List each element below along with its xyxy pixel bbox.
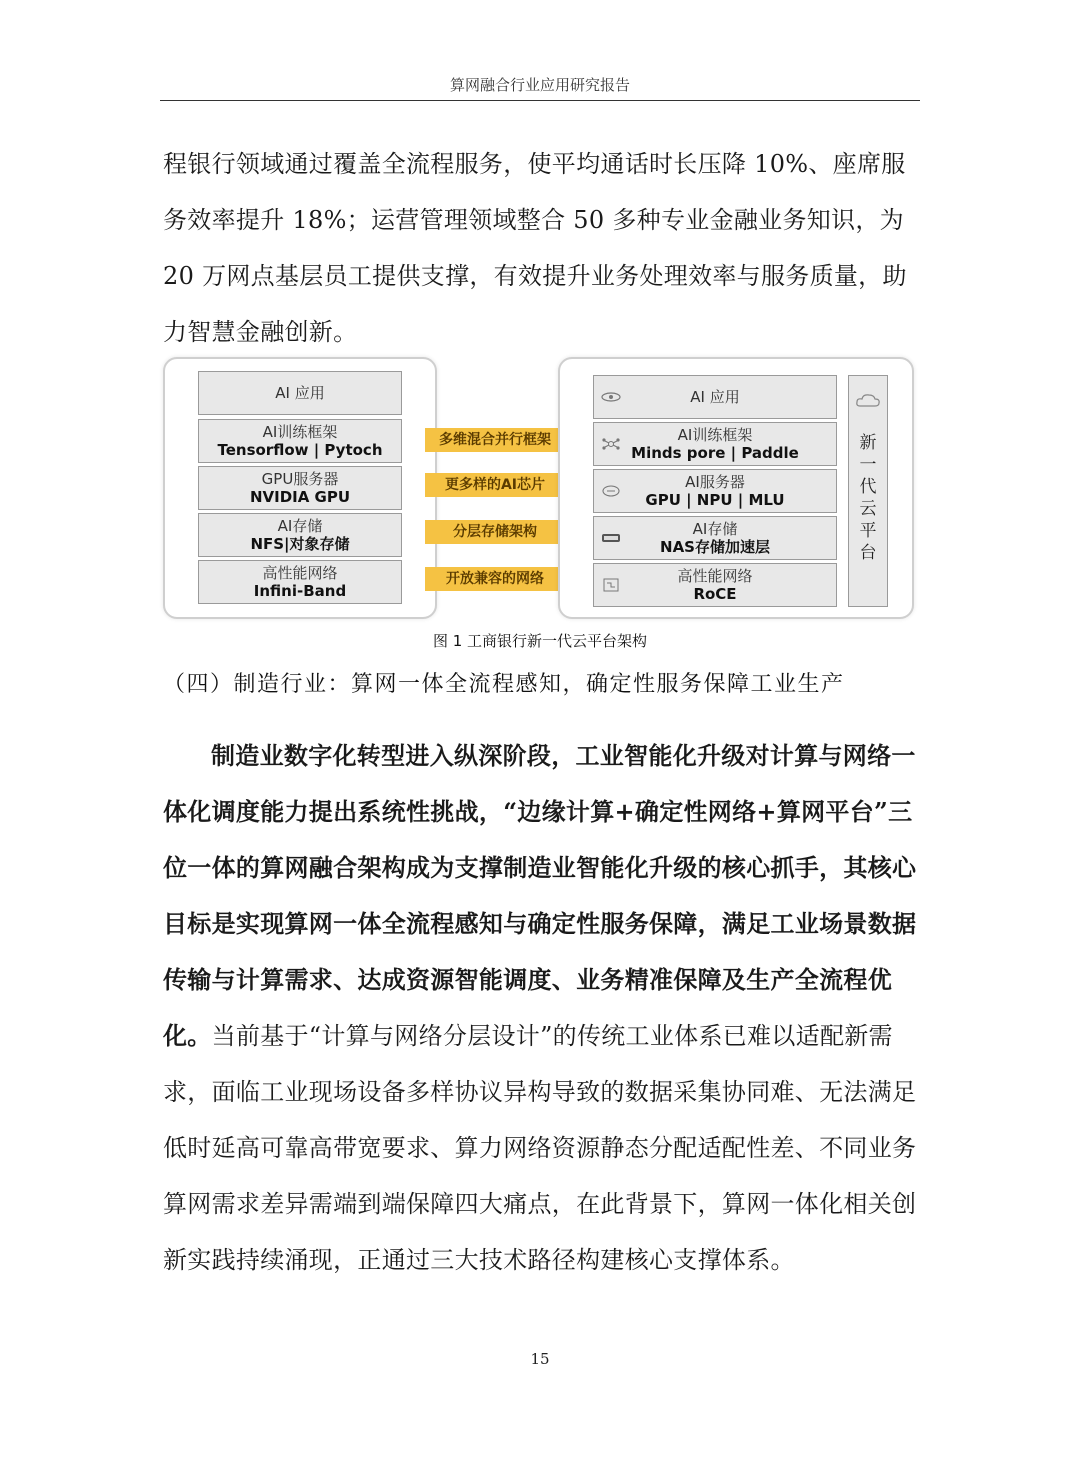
side-label-char: 平 (859, 521, 877, 541)
side-label-char: 代 (859, 477, 877, 497)
right-layer-ai-app (593, 375, 837, 419)
left-layer-ai-app (198, 371, 402, 415)
cloud-icon (854, 392, 882, 410)
switch-icon (600, 577, 622, 593)
paragraph-manufacturing (163, 728, 919, 1288)
right-layer-training-framework (593, 422, 837, 466)
layer-subtitle: Minds pore | Paddle (631, 443, 799, 462)
side-cloud-platform (848, 375, 888, 607)
layer-title: GPU服务器 (261, 469, 339, 488)
layer-title: AI存储 (277, 516, 323, 535)
chip-icon (600, 483, 622, 499)
figure-icbc-cloud-architecture (163, 357, 915, 619)
left-layer-training-framework (198, 419, 402, 463)
layer-subtitle: Infini-Band (253, 581, 347, 600)
layer-subtitle: RoCE (693, 584, 737, 603)
paragraph-banking: 程银行领域通过覆盖全流程服务，使平均通话时长压降 10%、座席服务效率提升 18%；运营管理领域整合 50 多种专业金融业务知识，为 20 万网点基层员工提供支撑，有效提升业务处理效率与服务质量，助力智慧金融创新。 (163, 150, 907, 346)
left-layer-gpu-server (198, 466, 402, 510)
layer-subtitle: NAS存储加速层 (660, 537, 770, 556)
storage-icon (600, 530, 622, 546)
running-header: 算网融合行业应用研究报告 (160, 74, 920, 101)
layer-title: AI服务器 (685, 472, 745, 491)
layer-title: AI训练框架 (262, 422, 338, 441)
side-label-char: 一 (859, 455, 877, 475)
section-heading: （四）制造行业：算网一体全流程感知，确定性服务保障工业生产 (163, 672, 845, 697)
right-layer-ai-server (593, 469, 837, 513)
figure-caption: 图 1 工商银行新一代云平台架构 (432, 632, 648, 650)
page-number: 15 (530, 1350, 550, 1368)
right-layer-storage (593, 516, 837, 560)
layer-title: AI 应用 (275, 384, 325, 402)
layer-title: AI存储 (692, 519, 738, 538)
right-layer-network (593, 563, 837, 607)
left-panel-legacy-stack (163, 357, 437, 619)
layer-title: AI 应用 (690, 388, 740, 406)
layer-subtitle: Tensorflow | Pytoch (217, 440, 383, 459)
paragraph-body: 当前基于“计算与网络分层设计”的传统工业体系已难以适配新需求，面临工业现场设备多样协议异构导致的数据采集协同难、无法满足低时延高可靠高带宽要求、算力网络资源静态分配适配性差、不同业务算网需求差异需端到端保障四大痛点，在此背景下，算网一体化相关创新实践持续涌现，正通过三大技术路径构建核心支撑体系。 (163, 1022, 917, 1274)
layer-subtitle: NFS|对象存储 (250, 534, 350, 553)
orbit-icon (600, 389, 622, 405)
side-label (849, 432, 887, 564)
layer-subtitle: GPU | NPU | MLU (645, 490, 785, 509)
arrow-label: 分层存储架构 (453, 524, 537, 540)
arrow-label: 多维混合并行框架 (439, 432, 551, 448)
network-icon (600, 436, 622, 452)
side-label-char: 新 (859, 433, 877, 453)
layer-title: 高性能网络 (677, 566, 753, 585)
left-layer-network (198, 560, 402, 604)
arrow-label: 更多样的AI芯片 (444, 477, 546, 493)
paragraph-bold-lead: 制造业数字化转型进入纵深阶段，工业智能化升级对计算与网络一体化调度能力提出系统性挑战，“边缘计算+确定性网络+算网平台”三位一体的算网融合架构成为支撑制造业智能化升级的核心抓手，其核心目标是实现算网一体全流程感知与确定性服务保障，满足工业场景数据传输与计算需求、达成资源智能调度、业务精准保障及生产全流程优化。 (163, 741, 917, 1050)
layer-title: AI训练框架 (677, 425, 753, 444)
left-layer-storage (198, 513, 402, 557)
side-label-char: 台 (859, 543, 877, 563)
arrow-label: 开放兼容的网络 (446, 571, 544, 587)
right-panel-new-stack (558, 357, 914, 619)
layer-subtitle: NVIDIA GPU (249, 487, 351, 506)
layer-title: 高性能网络 (262, 563, 338, 582)
side-label-char: 云 (859, 499, 877, 519)
